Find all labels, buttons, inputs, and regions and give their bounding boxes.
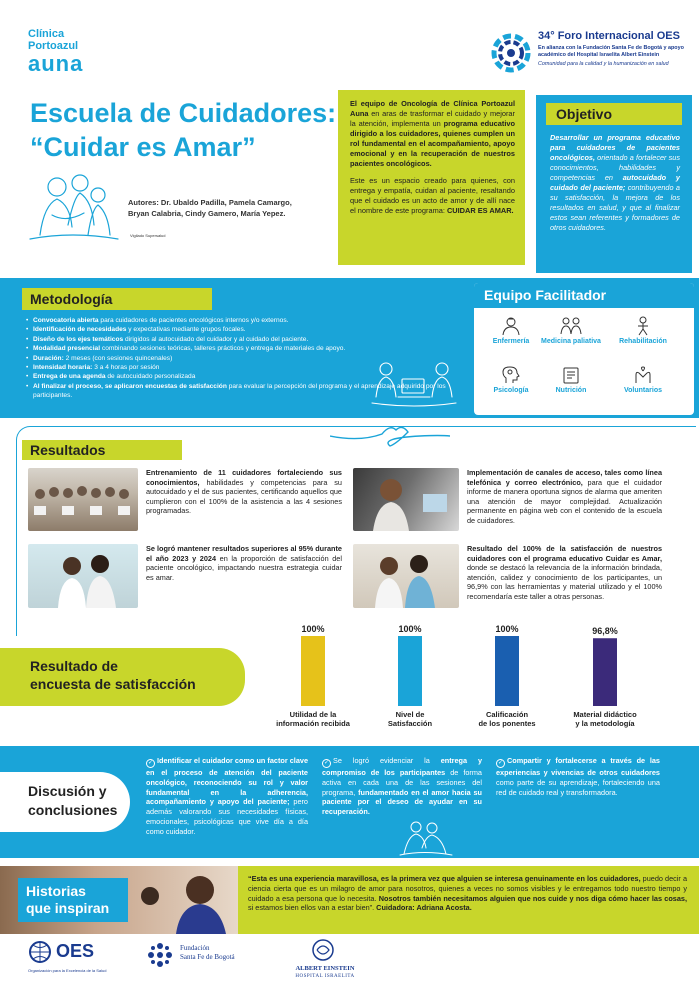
team-item-label: Rehabilitación: [619, 338, 667, 345]
psychology-icon: [500, 365, 522, 385]
group-photo-icon: [28, 468, 138, 531]
team-item-palliative: [536, 316, 606, 345]
discussion-3-text: como parte de su aprendizaje, fortaleciendo una red de cuidado real y transformadora.: [496, 777, 660, 797]
methodology-item-text: para cuidadores de pacientes oncológicos internos y/o externos.: [98, 317, 289, 324]
discussion-heading: [0, 772, 130, 832]
intro-p2-bold: CUIDAR ES AMAR.: [446, 206, 514, 215]
einstein-line1: ALBERT EINSTEIN: [295, 965, 355, 972]
meeting-people-icon: [368, 357, 460, 412]
results-photo-women: [353, 544, 459, 608]
result-1-text: habilidades y competencias para su autocuidado y el de sus pacientes, certificando aquellos que cumplieron con el 100% de la asistencia a las 4 sesiones programadas.: [146, 477, 342, 516]
intro-p2-text: Este es un espacio creado para quienes, con entrega y empatía, cuidan al paciente, resaltando que el cuidado es un acto de amor y de allí nace el nombre de este programa:: [350, 176, 515, 215]
result-2-text: para que el cuidador informe de manera oportuna signos de alarma que ameriten una atención de mayor complejidad. Actualización permanente en página web con el contenido de la escuela de cuidadores.: [467, 477, 662, 525]
oes-ring-icon: [490, 32, 532, 74]
footer-oes-logo: [28, 940, 118, 980]
rehabilitation-icon: [632, 316, 654, 336]
stories-heading: [18, 878, 128, 922]
methodology-item-text: combinando sesiones teóricas, talleres prácticos y entrega de materiales de apoyo.: [100, 345, 346, 353]
methodology-item-bold: Convocatoria abierta: [33, 317, 99, 324]
einstein-line2: HOSPITAL ISRAELITA: [295, 974, 355, 979]
footer-santafe-logo: [145, 940, 255, 980]
methodology-item: [26, 325, 466, 334]
objective-bold-2: autocuidado y cuidado del paciente;: [550, 173, 680, 192]
chart-value-label: 100%: [495, 624, 519, 634]
chart-categories: [276, 710, 637, 728]
page-title-line2: “Cuidar es Amar”: [30, 132, 256, 162]
forum-tagline: Comunidad para la calidad y la humanización en salud: [538, 61, 669, 67]
quote-bold-2: Nosotros también necesitamos alguien que nos cuide y nos diga cómo hacer las cosas,: [378, 893, 687, 903]
intro-paragraph-1: [350, 99, 515, 169]
methodology-item-bold: Duración:: [33, 354, 64, 362]
survey-heading: [0, 648, 245, 706]
methodology-item-bold: Modalidad presencial: [33, 345, 101, 353]
nurse-icon: [500, 316, 522, 336]
discussion-1-bold-2: reconociendo su rol y valor fundamental en la adherencia, acompañamiento y apoyo del paciente;: [146, 777, 308, 807]
methodology-item-bold: Identificación de necesidades: [33, 326, 127, 334]
family-illustration-icon: [22, 165, 122, 245]
team-item-label: Enfermería: [492, 338, 530, 345]
check-icon: ✓: [497, 760, 504, 766]
discussion-2-bold-2: fundamentado en el amor hacia su paciente por el deseo de ayudar en su recuperación.: [322, 787, 482, 817]
objective-heading: Objetivo: [546, 103, 682, 125]
intro-p1-bold: El equipo de Oncología de Clínica Portoazul Auna: [350, 99, 515, 118]
methodology-item: [26, 335, 466, 344]
methodology-item-bold: Diseño de los ejes temáticos: [33, 335, 124, 343]
quote-bold-1: “Esta es una experiencia maravillosa, es la primera vez que alguien se interesa genuinamente en los cuidadores,: [248, 874, 641, 883]
chart-value-label: 100%: [301, 624, 325, 634]
result-1-bold: Entrenamiento de 11 cuidadores fortaleciendo sus conocimientos,: [146, 468, 342, 487]
result-4-text: donde se destacó la relevancia de la información brindada, atención, calidez y conocimiento de los participantes, un 96,9% con las herramientas y material utilizado y el 100% recomendaría este taller a otras personas.: [467, 563, 662, 601]
chart-category-label: de los ponentes: [478, 719, 536, 728]
result-2: [467, 468, 662, 526]
results-photo-group: [28, 468, 138, 531]
two-women-photo-icon: [353, 544, 459, 608]
footer-einstein-logo: [285, 938, 365, 988]
two-people-photo-icon: [28, 544, 138, 608]
check-icon: ✓: [147, 760, 154, 766]
result-4-bold: Resultado del 100% de la satisfacción de nuestros cuidadores con el programa educativo Cuidar es Amar,: [467, 544, 662, 563]
page-title-line1: Escuela de Cuidadores:: [30, 98, 337, 128]
team-item-nutrition: [536, 365, 606, 394]
chart-bars: [301, 636, 617, 706]
chart-labels: [301, 624, 617, 636]
stories-heading-line2: que inspiran: [26, 900, 110, 916]
objective-text: [550, 133, 680, 233]
chart-value-label: 100%: [398, 624, 422, 634]
methodology-item: [26, 344, 466, 353]
chart-category-label: información recibida: [276, 719, 350, 728]
santafe-line1: Fundación: [180, 944, 210, 952]
discussion-2-text-2: de forma activa en cada una de las sesiones del programa,: [322, 768, 482, 797]
team-item-label: Medicina paliativa: [541, 338, 601, 345]
forum-subtitle: En alianza con la Fundación Santa Fe de Bogotá y apoyo académico del Hospital Israelita Albert Einstein: [538, 45, 684, 58]
palliative-care-icon: [560, 316, 582, 336]
team-item-label: Psicología: [493, 387, 529, 394]
result-3: [146, 544, 342, 582]
survey-heading-line1: Resultado de: [30, 658, 118, 674]
methodology-item-text: dirigidos al autocuidado del cuidador y al cuidado del paciente.: [123, 335, 309, 343]
chart-category-label: Satisfacción: [387, 719, 433, 728]
survey-heading-line2: encuesta de satisfacción: [30, 676, 196, 692]
methodology-item-bold: Entrega de una agenda: [33, 373, 106, 381]
chart-bar: [398, 636, 422, 706]
team-item-volunteers: [608, 365, 678, 394]
methodology-item: [26, 316, 466, 325]
intro-p1-text: en aras de trasformar el cuidado y mejorar la atención, implementa un: [350, 109, 515, 128]
results-heading: Resultados: [22, 440, 182, 460]
results-photo-pair: [28, 544, 138, 608]
result-3-text: en la proporción de satisfacción del paciente oncológico, impactando nuestra estrategia cuidar es amar.: [146, 553, 342, 582]
result-2-bold: Implementación de canales de acceso, tales como línea telefónica y correo electrónico,: [467, 468, 662, 487]
discussion-2-bold: entrega y compromiso de los participantes: [322, 756, 483, 777]
forum-title: 34° Foro Internacional OES: [538, 30, 680, 42]
woman-phone-icon: [353, 468, 459, 531]
clinic-logo-line1: Clínica: [28, 28, 65, 40]
team-heading: Equipo Facilitador: [474, 283, 694, 308]
discussion-point-3: [496, 756, 660, 797]
objective-text-2: contribuyendo a su satisfacción, la mejora de los resultados en salud, y que al finalizar estos sean referentes y formadores de otros cuidadores.: [550, 183, 680, 232]
chart-value-label: 96,8%: [592, 626, 618, 637]
discussion-1-bold: Identificar el cuidador como un factor clave en el proceso de atención del paciente oncológico,: [146, 756, 308, 787]
page-title: [30, 96, 336, 164]
discussion-2-text: Se logró evidenciar la: [333, 756, 441, 765]
stories-heading-line1: Historias: [26, 883, 86, 899]
clinic-logo-line2: Portoazul: [28, 40, 79, 52]
discussion-point-1: [146, 756, 308, 837]
methodology-item-text: de autocuidado personalizada: [105, 373, 196, 381]
chart-category-label: Calificación: [485, 710, 529, 719]
chart-bar: [593, 638, 617, 706]
methodology-item-bold: Intensidad horaria:: [33, 364, 93, 372]
oes-subtitle: Organización para la Excelencia de la Salud: [28, 968, 107, 973]
intro-box: [338, 90, 525, 265]
methodology-item-bold: Al finalizar el proceso, se aplicaron encuestas de satisfacción: [33, 382, 227, 390]
team-item-rehab: [608, 316, 678, 345]
authors: Autores: Dr. Ubaldo Padilla, Pamela Camargo, Bryan Calabria, Cindy Gamero, María Yepez.: [128, 198, 292, 218]
results-photo-phone: [353, 468, 459, 531]
check-icon: ✓: [323, 760, 330, 766]
methodology-item-text: 3 a 4 horas por sesión: [92, 364, 160, 372]
methodology-item-text: para evaluar la percepción del programa y el aprendizaje adquirido por los participantes.: [33, 382, 446, 400]
methodology-item-text: 2 meses (con sesiones quincenales): [63, 354, 173, 362]
intro-p1-bold-2: programa educativo dirigido a los cuidadores, quienes cumplen un rol fundamental en el acompañamiento, apoyo emocional y en la recuperación de nuestros pacientes oncológicos.: [350, 119, 515, 168]
methodology-item-text: y expectativas mediante grupos focales.: [126, 326, 246, 334]
volunteers-icon: [632, 365, 654, 385]
result-1: [146, 468, 342, 516]
nutrition-icon: [560, 365, 582, 385]
result-4: [467, 544, 662, 602]
clinic-logo: [28, 28, 118, 76]
supersalud-logo: Vigilado Supersalud: [130, 233, 166, 238]
team-item-label: Voluntarios: [624, 387, 662, 394]
chart-category-label: Material didáctico: [573, 710, 637, 719]
chart-bar: [301, 636, 325, 706]
satisfaction-bar-chart: [260, 618, 680, 736]
discussion-heading-line1: Discusión y: [28, 783, 107, 799]
discussion-1-text: pero además valorando sus necesidades físicas, emocionales, psicológicas que vive día a día como cuidador.: [146, 797, 308, 836]
objective-text-1: orientado a fortalecer sus conocimientos, habilidades y competencias en: [550, 153, 680, 182]
heart-line-icon: [330, 420, 450, 450]
chart-category-label: y la metodología: [575, 719, 635, 728]
santafe-cross-icon: [145, 940, 175, 970]
team-item-label: Nutrición: [555, 387, 587, 394]
oes-name: OES: [56, 941, 95, 961]
chart-category-label: Nivel de: [395, 710, 425, 719]
discussion-point-2: [322, 756, 482, 817]
clinic-logo-auna: auna: [28, 51, 84, 76]
discussion-3-bold: Compartir y fortalecerse a través de las experiencias y vivencias de otros cuidadores: [496, 756, 660, 777]
forum-logo: [490, 28, 690, 80]
intro-paragraph-2: [350, 176, 515, 216]
objective-box: [536, 95, 692, 273]
chart-bar: [495, 636, 519, 706]
objective-bold-1: Desarrollar un programa educativo para cuidadores de pacientes oncológicos,: [550, 133, 680, 162]
stories-quote: [238, 866, 699, 934]
result-3-bold: Se logró mantener resultados superiores al 95% durante el año 2023 y 2024: [146, 544, 342, 563]
quote-text-2: si estamos bien ellos van a estar bien”.: [248, 903, 377, 913]
santafe-line2: Santa Fe de Bogotá: [180, 953, 235, 961]
quote-author: Cuidadora: Adriana Acosta.: [376, 903, 472, 913]
quote-text-1: puedo decir a ciencia cierta que es un milagro de amor para nosotros, quienes a veces no somos visibles y le entregamos todo nuestro tiempo y cuidado a esa persona que lo necesita.: [248, 874, 687, 903]
oes-globe-icon: [28, 940, 52, 964]
hug-illustration-icon: [396, 818, 454, 856]
discussion-heading-line2: conclusiones: [28, 802, 118, 818]
einstein-globe-icon: [311, 938, 335, 962]
methodology-heading: Metodología: [22, 288, 212, 310]
chart-category-label: Utilidad de la: [289, 710, 337, 719]
